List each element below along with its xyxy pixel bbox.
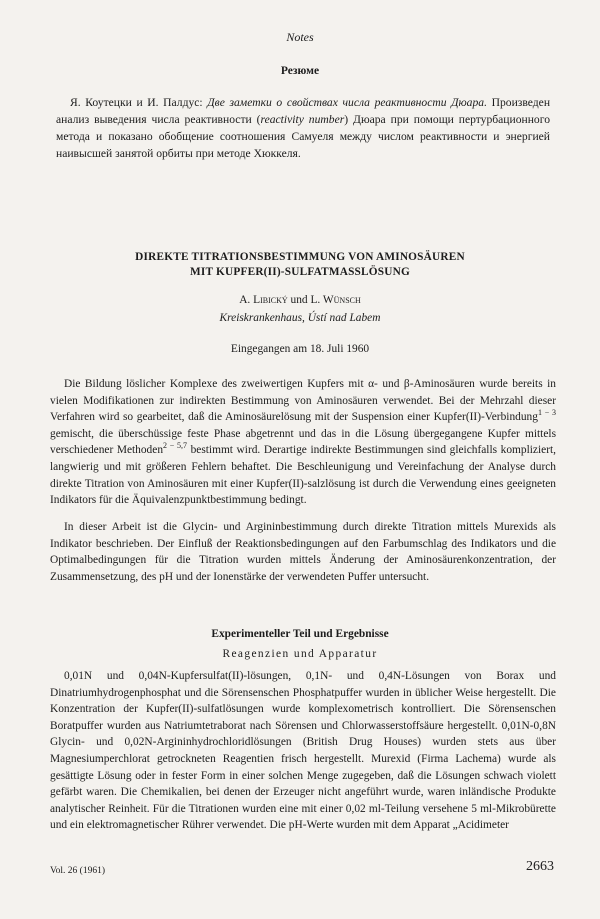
subsection-heading: Reagenzien und Apparatur [222, 648, 378, 660]
authors-conjunction: und [290, 294, 308, 306]
rezume-text-a: Произведен анализ выведения числа реактивности ( [56, 96, 551, 126]
rezume-text-b: ) Дюара при помощи пертурбационного метода и показано обобщение соотношения Самуеля между числом реактивности и энергией наивысшей занятой орбиты при методе Хюккеля. [56, 113, 550, 160]
article-authors [0, 294, 600, 306]
article-title-line2: MIT KUPFER(II)-SULFATMASSLÖSUNG [190, 266, 410, 278]
rezume-paper-title: Две заметки о свойствах числа реактивности Дюара. [207, 96, 487, 109]
volume-label: Vol. 26 (1961) [50, 866, 105, 876]
section-heading: Experimenteller Teil und Ergebnisse [211, 628, 389, 640]
rezume-heading: Резюме [280, 65, 320, 77]
running-header: Notes [286, 30, 314, 44]
paragraph-aim: In dieser Arbeit ist die Glycin- und Argininbestimmung durch direkte Titration mittels Murexids als Indikator beschrieben. Der Einfluß der Reaktionsbedingungen auf den Farbumschlag des Indikators und die Optimalbedingungen für die Titration wurden mittels Änderung der Aminosäurenkonzentration, der Zusammensetzung, des pH und der Ionenstärke der verwendeten Puffer untersucht. [50, 521, 556, 583]
paragraph-reagents: 0,01N und 0,04N-Kupfersulfat(II)-lösungen, 0,1N- und 0,4N-Lösungen von Borax und Dinatriumhydrogenphosphat und die Sörensenschen Phosphatpuffer wurden in üblicher Weise hergestellt. Die Konzentration der Kupfer(II)-sulfatlösungen wurde komplexometrisch kontrolliert. Die Sörensenschen Boratpuffer wurden aus Natriumtetraborat nach Sörensen und Chlorwasserstoffsäure hergestellt. 0,01N-0,8N Glycin- und 0,02N-Argininhydrochloridlösungen (British Drug Houses) wurden stets aus über Magnesiumperchlorat getrockneten Reagentien frisch hergestellt. Murexid (Firma Lachema) wurde als gesättigte Lösung oder in fester Form in einer solchen Menge zugegeben, daß die Lösungen schwach violett gefärbt waren. Die Chemikalien, bei denen der Erzeuger nicht angeführt wurde, waren inländische Produkte analytischer Reinheit. Für die Titrationen wurden eine mit einer 0,02 ml-Teilung versehene 5 ml-Mikrobürette und ein elektromagnetischer Rührer verwendet. Die pH-Werte wurden mit dem Apparat „Acidimeter [50, 670, 556, 832]
article-affiliation: Kreiskrankenhaus, Ústí nad Labem [219, 312, 381, 324]
author-2: L. Wünsch [310, 294, 361, 306]
p1-text-b: gemischt, die überschüssige feste Phase abgetrennt und das in die Lösung übergegangene Kupfer mittels verschiedener Methoden [50, 427, 556, 457]
citation-2-5-7: 2 − 5,7 [163, 441, 187, 451]
rezume-term: reactivity number [260, 113, 345, 126]
page-number: 2663 [526, 859, 554, 874]
paragraph-intro [50, 376, 556, 509]
article-title-line1: DIREKTE TITRATIONSBESTIMMUNG VON AMINOSÄUREN [135, 251, 465, 263]
received-date: Eingegangen am 18. Juli 1960 [230, 343, 370, 355]
article-title [60, 250, 540, 280]
rezume-abstract [56, 94, 550, 162]
p1-text-a: Die Bildung löslicher Komplexe des zweiwertigen Kupfers mit α- und β-Aminosäuren wurde bereits in vielen Modifikationen zur indirekten Bestimmung von Aminosäuren verwendet. Bei der Mehrzahl dieser Verfahren wird so gearbeitet, daß die Aminosäurelösung mit der Suspension einer Kupfer(II)-Verbindung [50, 378, 556, 424]
citation-1-3: 1 − 3 [537, 408, 556, 418]
author-1: A. Libický [239, 294, 288, 306]
p1-text-c: bestimmt wird. Derartige indirekte Bestimmungen sind gleichfalls kompliziert, langwierig und mit größeren Fehlern behaftet. Die Beschleunigung und Vereinfachung der Analyse durch direkte Titration von Aminosäuren mit einer Kupfer(II)-salzlösung ist durch die Verwendung eines geeigneten Indikators für die Äquivalenzpunktbestimmung bedingt. [50, 444, 557, 507]
rezume-authors: Я. Коутецки и И. Палдус: [70, 96, 203, 109]
